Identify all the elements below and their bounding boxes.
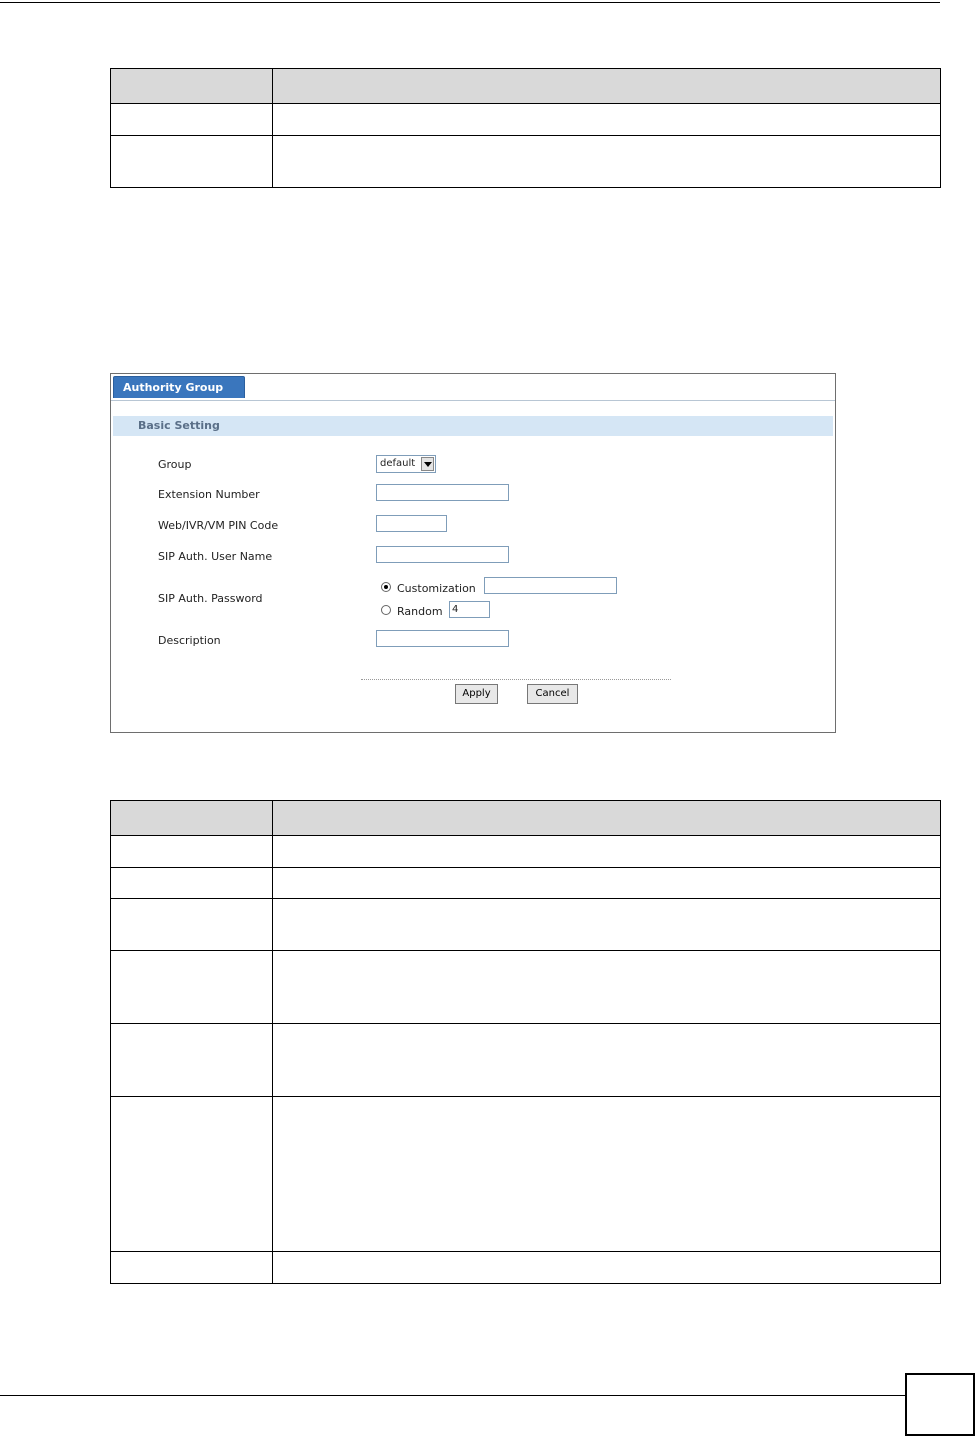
table-row [111,136,941,188]
field-table-top [110,68,941,188]
chevron-down-icon[interactable] [421,457,434,471]
group-select[interactable] [376,455,436,473]
customization-radio[interactable] [381,582,391,592]
customization-label: Customization [397,582,476,595]
section-basic-setting: Basic Setting [113,416,833,436]
random-radio[interactable] [381,605,391,615]
pin-code-input[interactable] [376,515,447,532]
random-length-input[interactable]: 4 [449,601,490,618]
table-row [111,899,941,951]
extension-number-label: Extension Number [158,488,260,501]
table-row [111,1252,941,1284]
table-row [111,868,941,899]
table-row [111,1097,941,1252]
table-row [111,836,941,868]
divider [361,679,671,680]
field-table-bottom [110,800,941,1284]
table-row [111,104,941,136]
description-label: Description [158,634,221,647]
page-number-box [905,1373,975,1436]
group-label: Group [158,458,192,471]
group-select-value: default [380,458,416,469]
random-label: Random [397,605,443,618]
tab-bar [111,374,835,401]
authority-group-screen [110,373,836,733]
description-input[interactable] [376,630,509,647]
sip-user-name-label: SIP Auth. User Name [158,550,273,563]
sip-password-label: SIP Auth. Password [158,592,263,605]
table-header-row [111,69,941,104]
cancel-button[interactable]: Cancel [527,684,578,704]
apply-button[interactable]: Apply [455,684,498,704]
sip-user-name-input[interactable] [376,546,509,563]
header-rule [0,2,940,3]
tab-authority-group[interactable]: Authority Group [113,376,245,398]
extension-number-input[interactable] [376,484,509,501]
table-header-row [111,801,941,836]
customization-input[interactable] [484,577,617,594]
pin-code-label: Web/IVR/VM PIN Code [158,519,279,532]
table-row [111,1024,941,1097]
footer-rule [0,1395,905,1396]
table-row [111,951,941,1024]
